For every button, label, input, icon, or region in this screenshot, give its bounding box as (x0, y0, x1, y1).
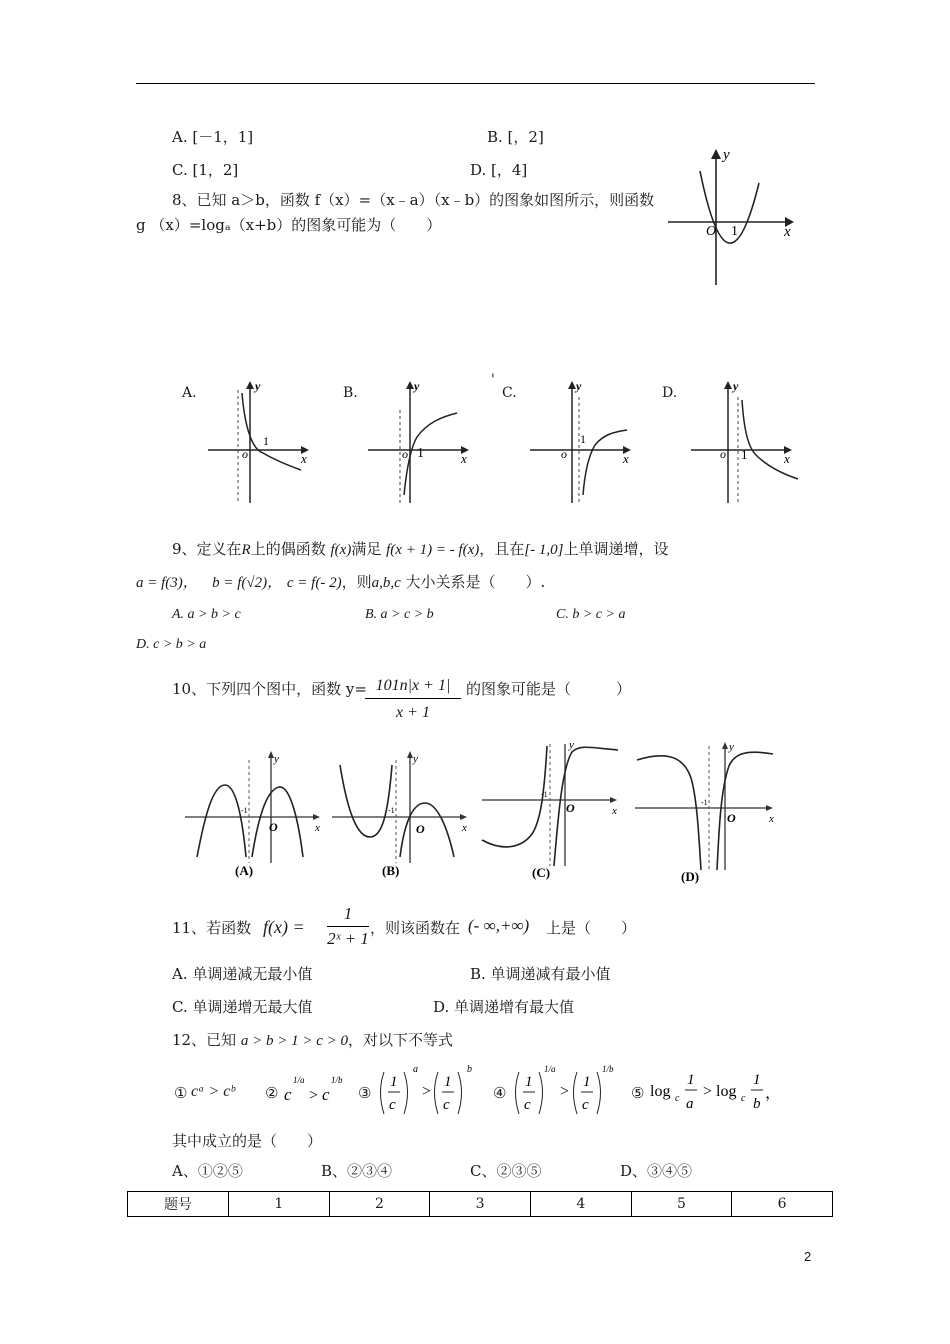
q12-stem-condition: a > b > 1 > c > 0 (240, 1033, 349, 1049)
q9-option-a: A. a > b > c (172, 607, 241, 622)
q8-choice-a-graph (205, 375, 315, 510)
answer-table-header: 题号 (128, 1192, 229, 1217)
q11-stem-prefix: 11、若函数 (172, 919, 252, 937)
q9-a-def: a = f(3)， (136, 575, 198, 591)
q11-numerator: 1 (327, 904, 369, 927)
q8-parabola-graph (660, 143, 800, 288)
q10-numerator: 101n|x + 1| (365, 676, 461, 699)
q12-i3-num2: 1 (444, 1074, 452, 1090)
q8a-one: 1 (263, 434, 269, 448)
answer-table (127, 1191, 833, 1217)
q9-text-3: 满足 (351, 540, 382, 558)
q8c-o: o (561, 447, 567, 461)
q12-i4-den2: c (582, 1097, 589, 1113)
q9-text-4: ，且在 (479, 540, 525, 558)
q8b-y: y (414, 379, 420, 393)
q8d-one: 1 (741, 447, 748, 462)
q12-stem-prefix: 12、已知 (172, 1031, 237, 1049)
q9-text-7: 大小关系是（ ）. (405, 573, 546, 591)
q8-graph-y-label: y (723, 147, 730, 163)
q10a-y: y (274, 753, 279, 765)
q12-i4-exp-1b: 1/b (602, 1064, 614, 1074)
svg-text:>: > (702, 1083, 713, 1100)
q12-item-5-expr (648, 1066, 783, 1118)
q7-option-c: C. [1，2] (172, 161, 239, 179)
q10b-o: O (416, 822, 425, 836)
q10c-x: x (612, 805, 617, 817)
q10-fraction (365, 676, 461, 723)
q8d-y: y (733, 379, 739, 393)
q10c-m1: -1 (541, 790, 548, 799)
q8-stem-line1: 8、已知 a＞b，函数 f（x）=（x﹣a）（x﹣b）的图象如图所示，则函数 (172, 191, 655, 209)
q11-interval: (- ∞,+∞) (468, 916, 530, 935)
q8a-y: y (255, 379, 261, 393)
q9-option-c: C. b > c > a (556, 607, 626, 622)
q8-choice-a-label: A. (182, 385, 197, 401)
q10b-label: (B) (382, 863, 400, 878)
q11-option-a: A. 单调递减无最小值 (172, 965, 313, 983)
q8-choice-d-graph (688, 375, 803, 510)
q8-graph-one-label: 1 (731, 224, 738, 239)
q10d-y: y (729, 741, 734, 753)
q8-graph-origin-label: O (706, 224, 717, 239)
q12-i5-sub2: c (741, 1093, 746, 1104)
q8c-y: y (576, 379, 582, 393)
q12-i2-base-c1: c (284, 1085, 292, 1104)
q10-stem-suffix: 的图象可能是（ ） (466, 680, 632, 698)
q9-c-def: c = f(- 2) (286, 575, 342, 591)
q12-i3-den1: c (389, 1097, 396, 1113)
q9-b-def: b = f(√2)， (212, 575, 283, 591)
q12-i5-num1: 1 (687, 1072, 695, 1088)
q7-option-b: B. [，2] (487, 128, 544, 146)
q12-i3-num1: 1 (390, 1074, 398, 1090)
q9-abc: a,b,c (371, 575, 401, 591)
q8-choice-b-graph (365, 375, 475, 510)
q11-stem-mid: ，则该函数在 (370, 919, 461, 937)
q8a-x: x (301, 451, 307, 466)
page-number: 2 (804, 1249, 812, 1264)
q12-i5-num2: 1 (753, 1072, 761, 1088)
q12-item-2-mark: ② (265, 1084, 279, 1102)
q9-interval: [- 1,0] (524, 542, 564, 558)
q12-i2-exp-1a: 1/a (293, 1075, 305, 1085)
q10a-label: (A) (235, 863, 254, 878)
q12-i5-den-b: b (753, 1096, 761, 1112)
q12-i4-exp-1a: 1/a (544, 1064, 556, 1074)
q8-choice-c-label: C. (502, 385, 517, 401)
q8b-x: x (461, 451, 467, 466)
q11-option-b: B. 单调递减有最小值 (470, 965, 611, 983)
q12-i3-den2: c (443, 1097, 450, 1113)
q8d-o: o (720, 447, 726, 461)
q10d-o: O (727, 811, 736, 825)
q10c-label: (C) (532, 865, 551, 880)
q10c-o: O (566, 801, 575, 815)
q12-i4-num2: 1 (583, 1074, 591, 1090)
q10d-label: (D) (681, 869, 700, 884)
q11-fraction (327, 904, 369, 949)
q12-i2-exp-1b: 1/b (331, 1075, 343, 1085)
q12-i5-log2: log (716, 1083, 737, 1100)
answer-table-col-5: 5 (631, 1192, 732, 1217)
svg-text:>: > (559, 1083, 570, 1100)
q10d-m1: -1 (701, 798, 708, 807)
q12-i4-num1: 1 (525, 1074, 533, 1090)
q12-ask: 其中成立的是（ ） (172, 1132, 323, 1150)
q8-stem-line2: g （x）=logₐ（x+b）的图象可能为（ ） (136, 216, 442, 234)
q7-option-a: A. [－1，1] (172, 128, 254, 146)
q11-option-c: C. 单调递增无最大值 (172, 998, 313, 1016)
q8-stray-mark: ' (491, 372, 495, 388)
q12-i3-exp-b: b (467, 1064, 472, 1075)
answer-table-col-1: 1 (229, 1192, 330, 1217)
q8-choice-d-label: D. (662, 385, 678, 401)
q11-stem-suffix: 上是（ ） (546, 919, 637, 937)
q12-option-a: A、①②⑤ (172, 1162, 243, 1180)
q12-i5-den-a: a (686, 1096, 694, 1112)
q10a-x: x (315, 822, 320, 834)
q10d-x: x (769, 813, 774, 825)
header-rule (136, 83, 815, 84)
q12-item-4-expr (511, 1060, 621, 1124)
q12-option-c: C、②③⑤ (470, 1162, 542, 1180)
q11-denominator: 2ˣ + 1 (327, 929, 369, 948)
q9-text-6: ，则 (341, 573, 372, 591)
q12-item-3-mark: ③ (358, 1084, 372, 1102)
q12-i5-sub1: c (675, 1093, 680, 1104)
q9-text-1: 9、定义在 (172, 540, 242, 558)
q10a-m1: -1 (241, 806, 248, 815)
q10-denominator: x + 1 (396, 704, 430, 721)
q10-stem-prefix: 10、下列四个图中，函数 y= (172, 680, 367, 698)
q12-stem-suffix: ，对以下不等式 (348, 1031, 454, 1049)
q8-choice-c-graph (527, 375, 637, 510)
q12-i3-exp-a: a (413, 1064, 418, 1075)
q9-option-b: B. a > c > b (365, 607, 434, 622)
q8a-o: o (242, 447, 248, 461)
answer-table-col-4: 4 (530, 1192, 631, 1217)
q8d-x: x (784, 451, 790, 466)
q12-item-1-expr: cᵃ > cᵇ (191, 1083, 235, 1100)
q12-i5-comma: ， (765, 1085, 782, 1102)
q10b-m1: -1 (388, 806, 395, 815)
q12-stem (172, 1031, 453, 1050)
q12-i2-base-c2: c (322, 1085, 330, 1104)
q12-option-d: D、③④⑤ (620, 1162, 693, 1180)
q10b-x: x (462, 822, 467, 834)
q10b-y: y (413, 753, 418, 765)
q9-fx: f(x) (330, 542, 352, 558)
svg-text:>: > (308, 1087, 319, 1104)
answer-table-col-6: 6 (732, 1192, 833, 1217)
q10-graph-b (330, 745, 475, 880)
svg-text:>: > (421, 1083, 432, 1100)
q9-stem-line1 (172, 540, 668, 559)
q12-item-5-mark: ⑤ (631, 1084, 645, 1102)
q9-R: R (241, 542, 251, 558)
q12-i4-den1: c (524, 1097, 531, 1113)
q10c-y: y (569, 739, 574, 751)
answer-table-col-2: 2 (329, 1192, 430, 1217)
q12-item-4-mark: ④ (493, 1084, 507, 1102)
q12-i5-log1: log (650, 1083, 671, 1100)
q10a-o: O (269, 820, 278, 834)
q9-text-5: 上单调递增，设 (563, 540, 669, 558)
q8c-x: x (623, 451, 629, 466)
q7-option-d: D. [，4] (470, 161, 528, 179)
q10-graph-c (480, 738, 628, 880)
answer-table-header-row (128, 1192, 833, 1217)
q9-equation: f(x + 1) = - f(x) (386, 542, 480, 558)
q12-item-2-expr (282, 1070, 352, 1110)
q8b-one: 1 (417, 446, 424, 461)
q10-graph-a (183, 745, 328, 880)
q10-graph-d (633, 738, 781, 885)
q11-fx: f(x) = (263, 917, 305, 937)
answer-table-col-3: 3 (430, 1192, 531, 1217)
q11-option-d: D. 单调递增有最大值 (433, 998, 575, 1016)
q8-choice-b-label: B. (343, 385, 358, 401)
q8-graph-x-label: x (784, 224, 791, 240)
q12-item-3-expr (376, 1064, 481, 1124)
q8c-one: 1 (580, 432, 586, 446)
q8b-o: o (402, 447, 408, 461)
q9-stem-line2 (136, 573, 545, 592)
q12-item-1-mark: ① (174, 1084, 188, 1102)
q9-text-2: 上的偶函数 (250, 540, 326, 558)
q12-option-b: B、②③④ (321, 1162, 393, 1180)
q9-option-d: D. c > b > a (136, 637, 207, 652)
